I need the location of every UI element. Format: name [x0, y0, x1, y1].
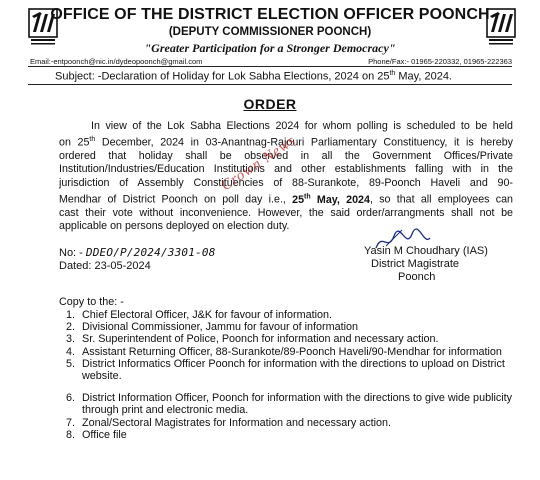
copy-to-title: Copy to the: -: [59, 296, 124, 308]
list-item: 8. Office file: [66, 428, 127, 441]
list-item: 1. Chief Electoral Officer, J&K for favour of information.: [66, 309, 333, 321]
office-tagline: "Greater Participation for a Stronger Democracy": [144, 41, 396, 55]
copy-to-list: [66, 309, 516, 441]
list-item: 7. Zonal/Sectoral Magistrates for Information and necessary action.: [66, 416, 392, 429]
list-item: 3. Sr. Superintendent of Police, Poonch for information and necessary action.: [66, 333, 439, 346]
header-divider: [28, 66, 512, 67]
body-line: jurisdiction of Assembly Constituencies of 88-Surankote, 89-Poonch Haveli and 90-: [59, 176, 513, 189]
subject-line: Subject: -Declaration of Holiday for Lok Sabha Elections, 2024 on 25th May, 2024.: [55, 70, 452, 83]
list-item: 4. Assistant Returning Officer, 88-Surankote/89-Poonch Haveli/90-Mendhar for information: [66, 345, 502, 358]
signatory-designation: District Magistrate: [371, 258, 460, 270]
contact-email: Email:-entpoonch@nic.in/dydeopoonch@gmail.com: [30, 57, 203, 66]
contact-phone: Phone/Fax:- 01965-220332, 01965-222363: [368, 57, 512, 66]
body-line: Mendhar of District Poonch on poll day i.e., 25th May, 2024, so that all employees can: [59, 193, 514, 206]
order-number: No: - DDEO/P/2024/3301-08: [59, 246, 216, 259]
list-item: 6. District Information Officer, Poonch for information with the directions to give wide publicity through print and electronic media.: [66, 392, 513, 417]
body-line: cast their vote without inconvenience. However, the said order/arrangments shall not be: [59, 206, 513, 219]
office-subtitle: (DEPUTY COMMISSIONER POONCH): [168, 26, 372, 38]
body-line: Institution/Industries/Education Institutions and other establishments falling with in the: [59, 163, 513, 176]
office-title: OFFICE OF THE DISTRICT ELECTION OFFICER POONCH: [50, 6, 490, 23]
poll-date: 25th May, 2024: [292, 193, 370, 206]
body-line: on 25th December, 2024 in 03-Anantnag-Rajouri Parliamentary Constituency, it is hereby: [59, 136, 514, 149]
body-line: ordered that holiday shall be observed in all the Government Offices/Private: [59, 150, 513, 163]
red-news-stamp: Crown News: [218, 132, 300, 195]
list-item: 5. District Informatics Officer Poonch for information with the directions to upload on District website.: [66, 357, 505, 383]
body-line: applicable on persons deployed on election duty.: [59, 220, 290, 233]
list-item: 2. Divisional Commissioner, Jammu for favour of information: [66, 321, 359, 334]
order-heading: ORDER: [243, 96, 297, 112]
order-date: Dated: 23-05-2024: [59, 260, 151, 272]
subject-divider: [28, 84, 512, 85]
signatory-name: Yasin M Choudhary (IAS): [364, 245, 488, 257]
signatory-place: Poonch: [398, 271, 436, 283]
body-line: In view of the Lok Sabha Elections 2024 for whom polling is scheduled to be held: [91, 120, 513, 132]
